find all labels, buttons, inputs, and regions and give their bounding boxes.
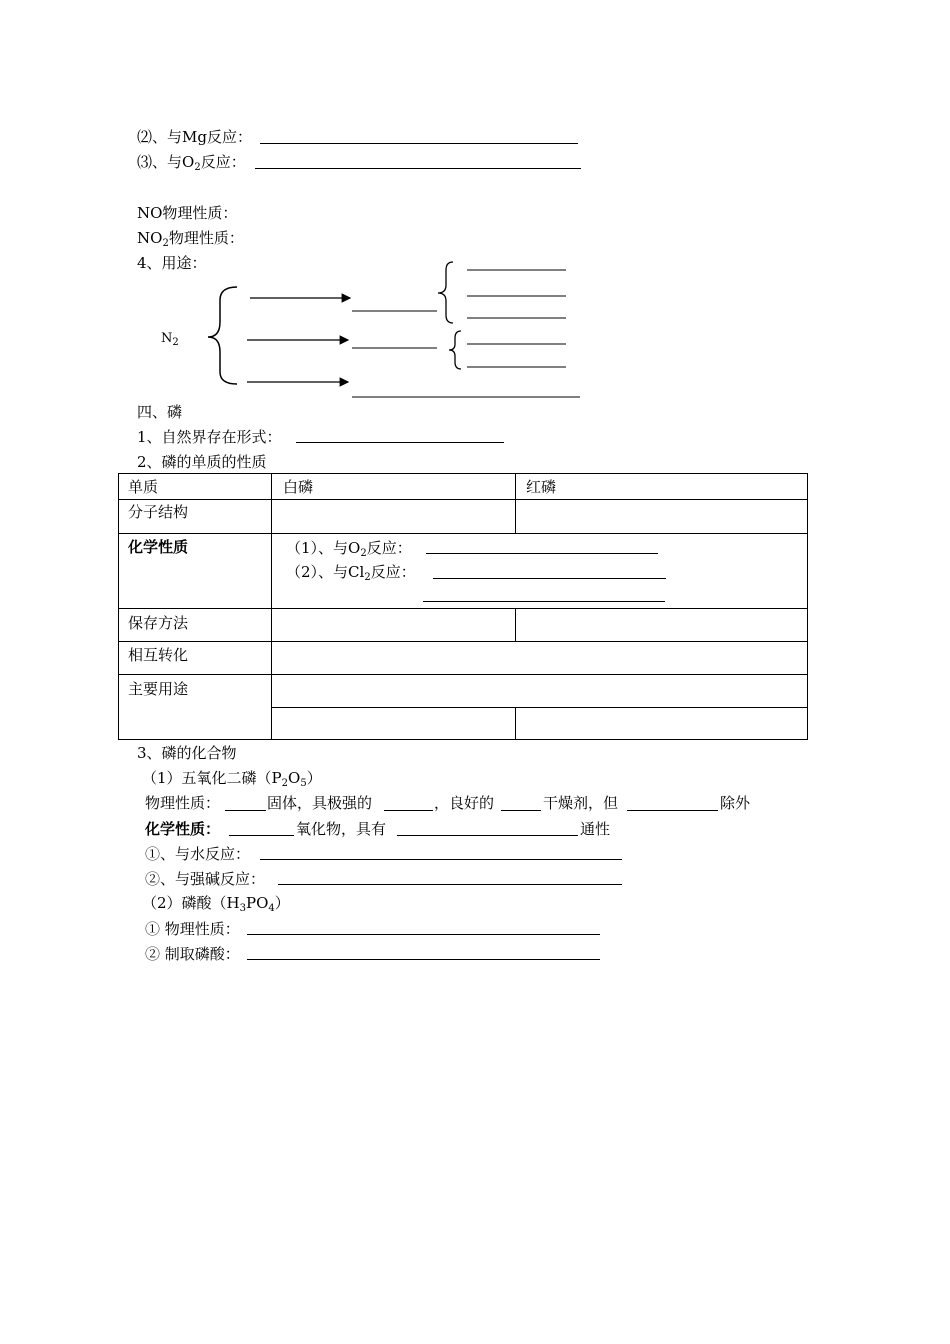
header-single: 单质: [128, 478, 159, 496]
row-structure-label: 分子结构: [128, 503, 189, 521]
acid-physical-label: ① 物理性质：: [145, 920, 240, 938]
row-convert-label: 相互转化: [128, 646, 189, 664]
row-label-cell: [118, 641, 272, 675]
p2o5-physical-label: 物理性质：: [145, 794, 221, 812]
structure-red-cell[interactable]: [515, 499, 808, 534]
mg-reaction-label: ⑵、与Mg反应：: [137, 128, 252, 146]
row-storage-label: 保存方法: [128, 614, 189, 632]
phys-seg-2: ，良好的: [434, 794, 495, 812]
small-brace-2: [449, 331, 461, 369]
n2-label: $N_2$: [161, 331, 179, 348]
chem-cl2-blank[interactable]: [433, 578, 666, 579]
phys-blank-3[interactable]: [501, 810, 541, 811]
phys-seg-1: 固体，具极强的: [267, 794, 373, 812]
phys-blank-4[interactable]: [627, 810, 718, 811]
compounds-label: 3、磷的化合物: [137, 744, 237, 762]
no2-physical-properties-label: $NO_2$物理性质：: [137, 229, 244, 249]
acid-physical-blank[interactable]: [247, 934, 600, 935]
h3po4-title: （2）磷酸$(H_3PO_4)$: [142, 894, 290, 914]
table-header-cell: [271, 473, 516, 500]
water-reaction-label: ①、与水反应：: [145, 845, 251, 863]
uses-red-cell[interactable]: [515, 707, 808, 740]
phosphorus-section-title: 四、磷: [137, 403, 183, 421]
chem-blank-1[interactable]: [229, 835, 294, 836]
row-uses-label: 主要用途: [128, 680, 189, 698]
phys-blank-2[interactable]: [384, 810, 433, 811]
phys-seg-4: 除外: [720, 794, 751, 812]
no-physical-properties-label: NO物理性质：: [137, 204, 238, 222]
base-reaction-label: ②、与强碱反应：: [145, 870, 266, 888]
chem-cl2-label: （2）、与$Cl_2$反应：: [286, 563, 416, 583]
storage-white-cell[interactable]: [271, 608, 516, 642]
acid-preparation-label: ② 制取磷酸：: [145, 945, 240, 963]
chem-o2-label: （1）、与$O_2$反应：: [286, 539, 412, 559]
base-reaction-blank[interactable]: [278, 884, 622, 885]
natural-forms-label: 1、自然界存在形式：: [137, 428, 282, 446]
chem-seg-2: 通性: [580, 820, 611, 838]
row-chem-label: 化学性质: [128, 538, 189, 556]
row-label-cell: [118, 533, 272, 609]
table-header-cell: [118, 473, 272, 500]
row-label-cell: [118, 674, 272, 740]
chem-blank-2[interactable]: [397, 835, 578, 836]
acid-preparation-blank[interactable]: [247, 959, 600, 960]
water-reaction-blank[interactable]: [260, 859, 622, 860]
natural-forms-blank[interactable]: [296, 442, 504, 443]
row-label-cell: [118, 499, 272, 534]
uses-label: 4、用途：: [137, 254, 207, 272]
convert-cell[interactable]: [271, 641, 808, 675]
large-brace: [208, 287, 237, 384]
chem-properties-cell: [271, 533, 808, 609]
storage-red-cell[interactable]: [515, 608, 808, 642]
chem-o2-blank[interactable]: [426, 553, 658, 554]
n2-uses-diagram: [0, 0, 950, 420]
header-red-phosphorus: 红磷: [526, 478, 557, 496]
phys-blank-1[interactable]: [225, 810, 266, 811]
table-header-cell: [515, 473, 808, 500]
uses-common-cell[interactable]: [271, 674, 808, 708]
chem-seg-1: 氧化物，具有: [296, 820, 387, 838]
header-white-phosphorus: 白磷: [283, 478, 314, 496]
single-properties-label: 2、磷的单质的性质: [137, 453, 267, 471]
structure-white-cell[interactable]: [271, 499, 516, 534]
p2o5-chem-label: 化学性质：: [145, 820, 221, 838]
phys-seg-3: 干燥剂，但: [543, 794, 619, 812]
chem-cl2-blank-2[interactable]: [423, 601, 665, 602]
row-label-cell: [118, 608, 272, 642]
p2o5-title: （1）五氧化二磷$(P_2O_5)$: [142, 769, 322, 789]
small-brace-1: [438, 262, 453, 323]
uses-white-cell[interactable]: [271, 707, 516, 740]
o2-reaction-label: ⑶、与$O_2$反应：: [137, 153, 246, 173]
